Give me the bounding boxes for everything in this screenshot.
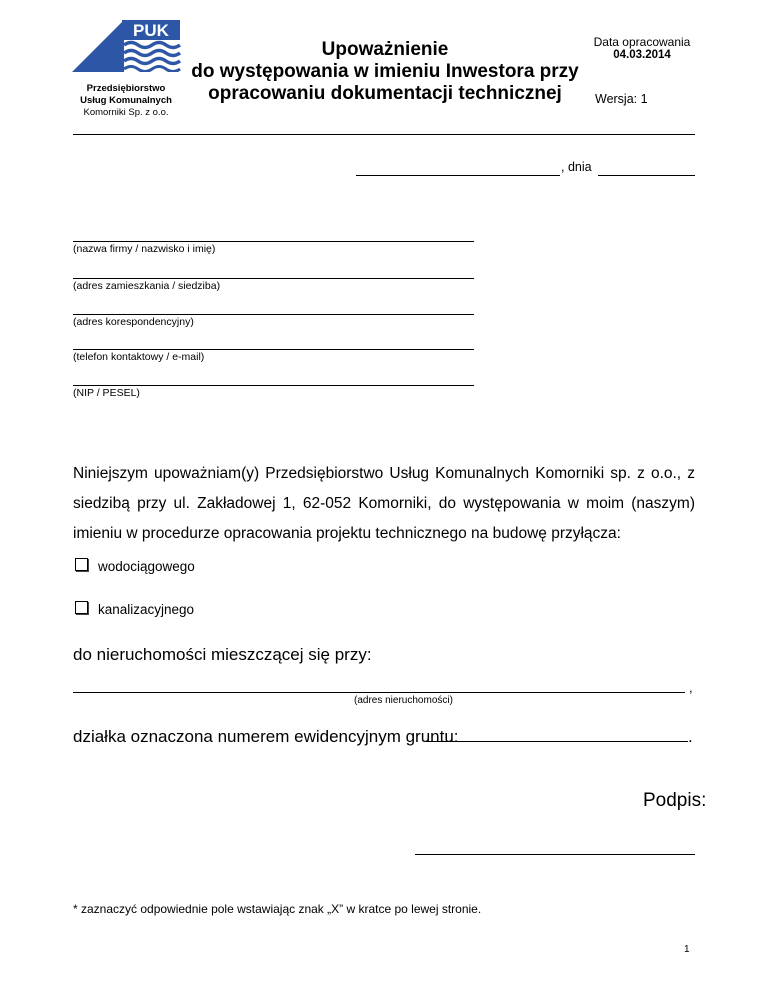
signature-label: Podpis: [643, 790, 707, 811]
address-comma: , [689, 680, 693, 695]
field-line-correspondence[interactable] [73, 314, 474, 315]
authorization-paragraph: Niniejszym upoważniam(y) Przedsiębiorstwo Usług Komunalnych Komorniki sp. z o.o., z siedzibą przy ul. Zakładowej 1, 62-052 Komorniki, do występowania w moim (naszym) imieniu w procedurze opracowania projektu technicznego na budowę przyłącza: [73, 465, 695, 542]
field-line-name[interactable] [73, 241, 474, 242]
field-line-contact[interactable] [73, 349, 474, 350]
parcel-period: . [688, 727, 693, 746]
field-label-contact: (telefon kontaktowy / e-mail) [73, 351, 205, 363]
checkbox-water-label: wodociągowego [98, 559, 195, 574]
parcel-number-line[interactable] [426, 741, 688, 742]
parcel-text: działka oznaczona numerem ewidencyjnym gruntu: [73, 727, 459, 746]
field-line-address[interactable] [73, 278, 474, 279]
page-number: 1 [684, 944, 690, 955]
document-title [190, 39, 580, 105]
property-heading: do nieruchomości mieszczącej się przy: [73, 645, 372, 664]
property-address-line[interactable] [73, 692, 685, 693]
place-input-line[interactable] [356, 175, 560, 176]
org-line-2: Usług Komunalnych [80, 95, 172, 106]
date-label: Data opracowania [593, 35, 691, 49]
footnote: * zaznaczyć odpowiednie pole wstawiając znak „X” w kratce po lewej stronie. [73, 902, 482, 916]
signature-line[interactable] [415, 854, 695, 855]
date-input-line[interactable] [598, 175, 695, 176]
field-label-correspondence: (adres korespondencyjny) [73, 316, 194, 328]
field-label-address: (adres zamieszkania / siedziba) [73, 280, 221, 292]
org-line-1: Przedsiębiorstwo [86, 83, 166, 94]
logo-text: PUK [133, 21, 169, 40]
date-value: 04.03.2014 [613, 49, 671, 61]
field-label-nip: (NIP / PESEL) [73, 387, 140, 399]
checkbox-sewage[interactable] [75, 601, 88, 614]
title-line-2: do występowania w imieniu Inwestora przy [191, 61, 579, 82]
organization-name [64, 83, 188, 119]
header-divider [73, 134, 695, 135]
property-address-label: (adres nieruchomości) [354, 695, 453, 706]
dnia-label: , dnia [561, 160, 592, 174]
checkbox-sewage-label: kanalizacyjnego [98, 602, 195, 617]
puk-logo [72, 20, 182, 72]
title-line-3: opracowaniu dokumentacji technicznej [208, 83, 562, 104]
checkbox-water[interactable] [75, 558, 88, 571]
title-line-1: Upoważnienie [321, 39, 449, 60]
org-line-3: Komorniki Sp. z o.o. [83, 107, 169, 118]
field-line-nip[interactable] [73, 385, 474, 386]
version-label: Wersja: 1 [595, 92, 648, 106]
field-label-name: (nazwa firmy / nazwisko i imię) [73, 243, 216, 255]
